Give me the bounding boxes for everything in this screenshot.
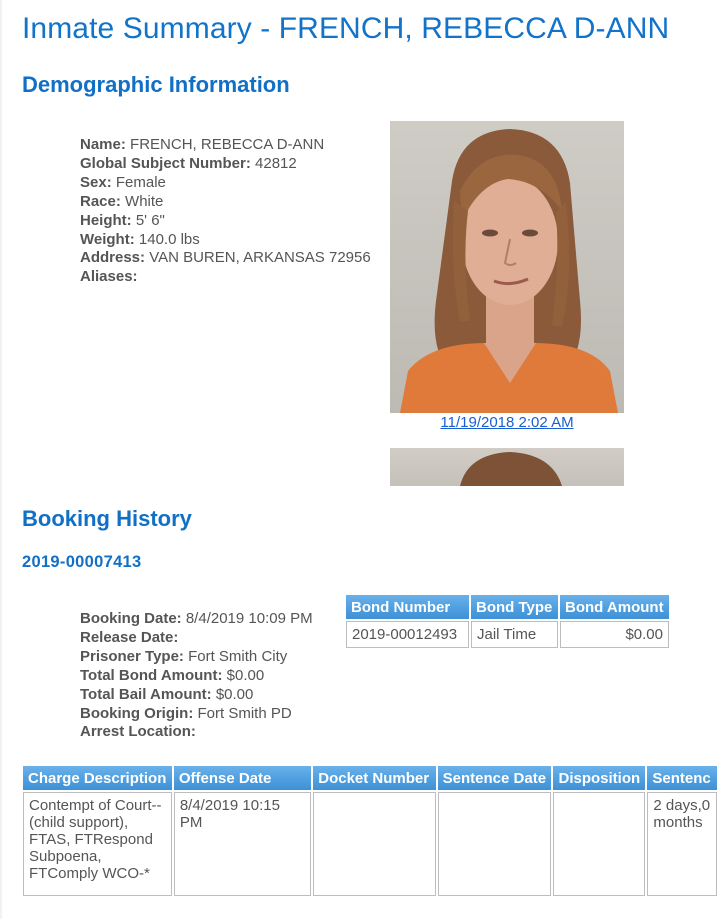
info-row-total-bail-amount — [80, 686, 313, 705]
info-row-aliases — [80, 268, 371, 287]
disposition-cell — [553, 792, 645, 896]
info-label: Booking Date: — [80, 610, 182, 627]
second-booking-photo — [390, 448, 624, 486]
info-label: Aliases: — [80, 268, 138, 286]
info-row-release-date — [80, 629, 313, 648]
booking-history-title: Booking History — [22, 506, 192, 531]
info-value: VAN BUREN, ARKANSAS 72956 — [149, 249, 371, 267]
info-label: Address: — [80, 249, 146, 267]
column-header-sentence-date[interactable]: Sentence Date — [438, 766, 552, 790]
column-header-disposition[interactable]: Disposition — [553, 766, 645, 790]
info-label: Total Bail Amount: — [80, 685, 212, 703]
column-header-docket-number[interactable]: Docket Number — [313, 766, 435, 790]
demographic-info-list — [80, 136, 371, 287]
info-label: Global Subject Number: — [80, 154, 251, 172]
info-label: Sex: — [80, 173, 112, 191]
offense-date-cell: 8/4/2019 10:15 PM — [174, 792, 311, 896]
sentence-date-cell — [438, 792, 552, 896]
info-row-race — [80, 193, 371, 212]
info-value: Female — [115, 173, 166, 191]
info-row-name — [80, 136, 371, 155]
info-row-booking-date — [80, 610, 313, 629]
photo-date-link[interactable]: 11/19/2018 2:02 AM — [440, 414, 574, 431]
info-row-booking-origin — [80, 705, 313, 724]
info-value: 140.0 lbs — [138, 230, 200, 248]
sentence-cell: 2 days,0 months — [647, 792, 717, 896]
info-value: 5' 6" — [135, 211, 165, 229]
table-row — [23, 792, 717, 896]
column-header-offense-date[interactable]: Offense Date — [174, 766, 311, 790]
page-title: Inmate Summary - FRENCH, REBECCA D-ANN — [22, 12, 670, 45]
person-portrait-icon — [390, 121, 624, 413]
docket-number-cell — [313, 792, 435, 896]
booking-photo — [390, 121, 624, 413]
info-row-total-bond-amount — [80, 667, 313, 686]
page-left-border — [0, 0, 2, 919]
info-label: Arrest Location: — [80, 723, 196, 741]
table-row — [346, 621, 669, 648]
info-row-arrest-location — [80, 723, 313, 742]
info-value: Fort Smith City — [188, 647, 288, 665]
info-row-global-subject-number — [80, 155, 371, 174]
booking-photo-block — [390, 121, 624, 431]
info-row-weight — [80, 231, 371, 250]
bond-amount-cell: $0.00 — [560, 621, 669, 648]
info-value: White — [125, 192, 164, 210]
bond-table — [344, 593, 671, 650]
info-label: Total Bond Amount: — [80, 666, 223, 684]
column-header-bond-amount[interactable]: Bond Amount — [560, 595, 669, 619]
info-value: Fort Smith PD — [197, 704, 292, 722]
info-value: $0.00 — [215, 685, 254, 703]
info-row-address — [80, 249, 371, 268]
person-portrait-icon — [390, 448, 624, 486]
info-label: Race: — [80, 192, 121, 210]
info-label: Release Date: — [80, 628, 179, 646]
table-header-row — [23, 766, 717, 790]
info-label: Booking Origin: — [80, 704, 194, 722]
column-header-charge-description[interactable]: Charge Description — [23, 766, 172, 790]
info-label: Height: — [80, 211, 132, 229]
booking-number-title: 2019-00007413 — [22, 553, 142, 571]
column-header-bond-type[interactable]: Bond Type — [471, 595, 558, 619]
info-label: Name: — [80, 136, 126, 153]
info-label: Weight: — [80, 230, 135, 248]
table-header-row — [346, 595, 669, 619]
charge-description-cell: Contempt of Court--(child support), FTAS, FTRespond Subpoena, FTComply WCO-* — [23, 792, 172, 896]
demographic-section-title: Demographic Information — [22, 72, 290, 97]
bond-type-cell: Jail Time — [471, 621, 558, 648]
info-row-sex — [80, 174, 371, 193]
info-value: $0.00 — [226, 666, 265, 684]
charge-table — [21, 764, 719, 898]
info-value: 42812 — [255, 154, 297, 172]
info-label: Prisoner Type: — [80, 647, 184, 665]
info-value: 8/4/2019 10:09 PM — [185, 610, 313, 627]
info-row-prisoner-type — [80, 648, 313, 667]
column-header-bond-number[interactable]: Bond Number — [346, 595, 469, 619]
info-value: FRENCH, REBECCA D-ANN — [130, 136, 325, 153]
bond-number-cell: 2019-00012493 — [346, 621, 469, 648]
booking-info-list — [80, 610, 313, 742]
column-header-sentence[interactable]: Sentenc — [647, 766, 717, 790]
info-row-height — [80, 212, 371, 231]
